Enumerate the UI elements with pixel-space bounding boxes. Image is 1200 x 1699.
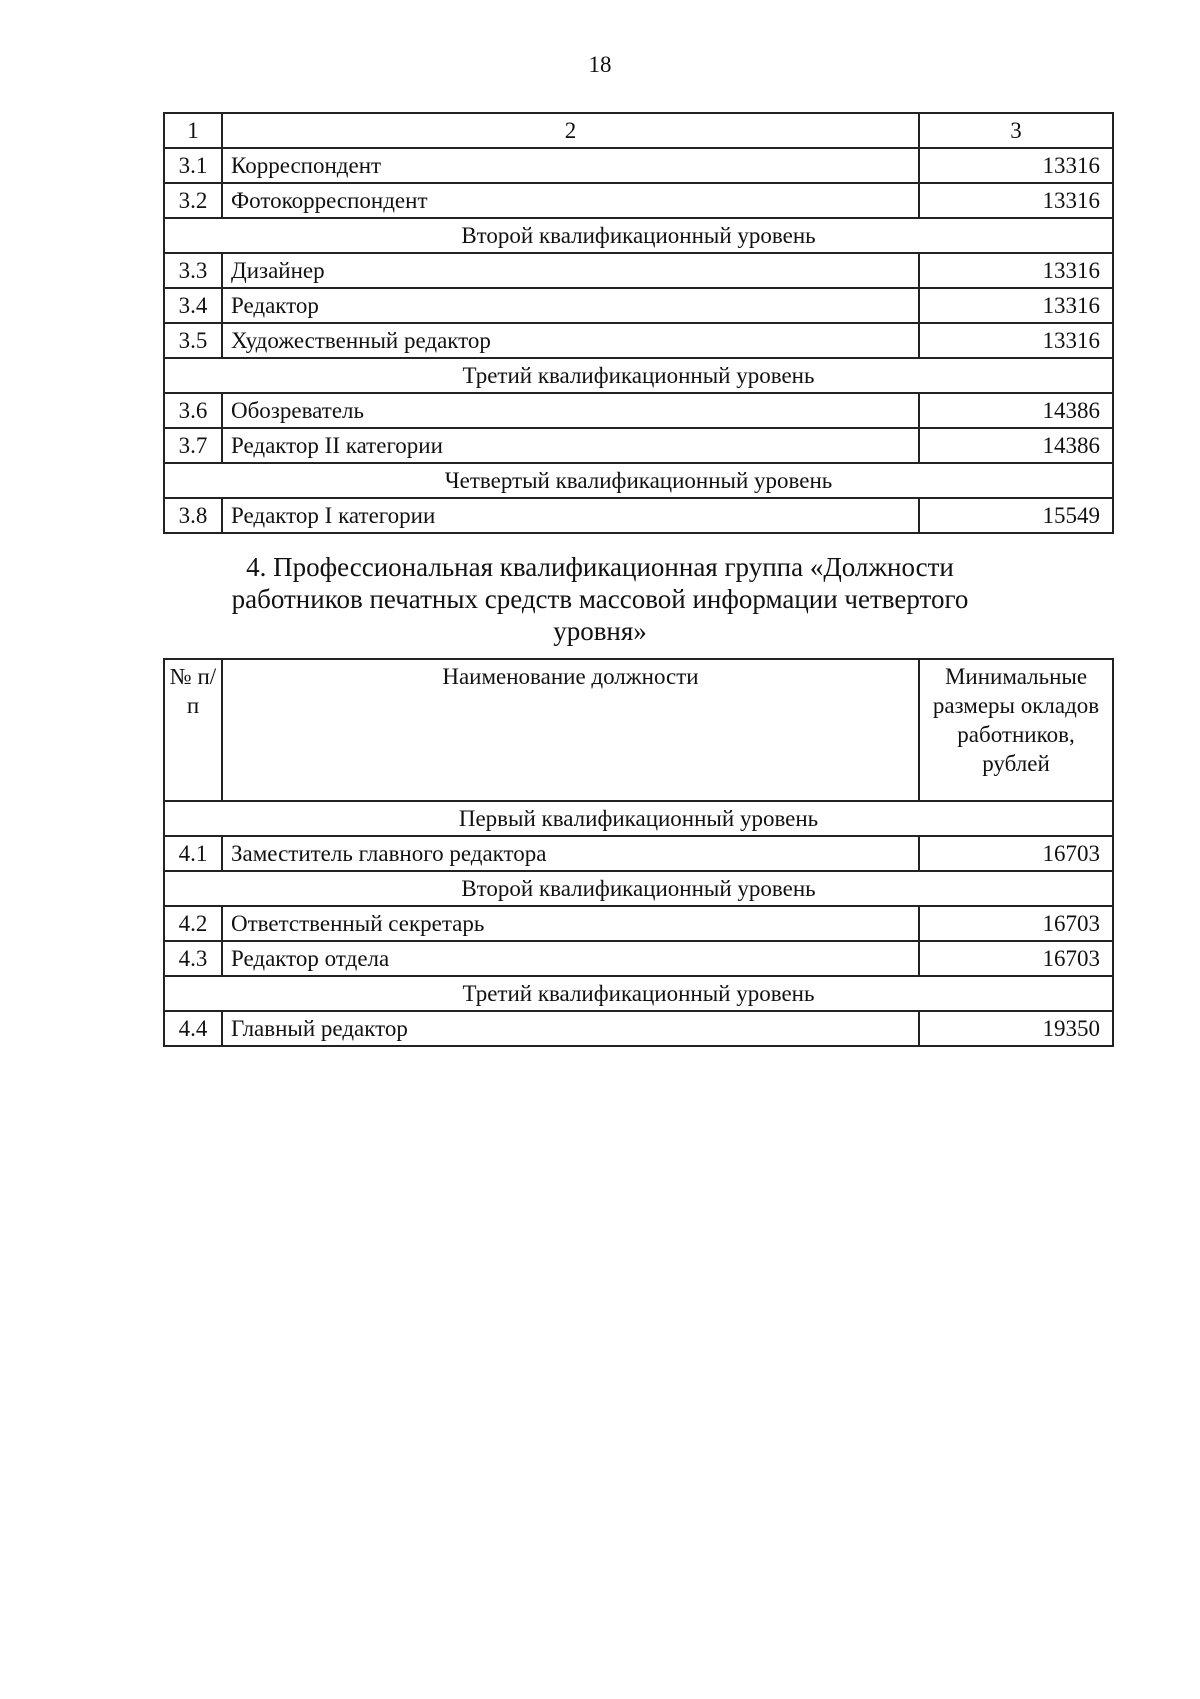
row-number: 3.3 — [164, 253, 222, 288]
qualification-level-label: Второй квалификационный уровень — [164, 218, 1113, 253]
position-name: Художественный редактор — [222, 323, 919, 358]
table-row — [164, 288, 1113, 323]
position-name: Редактор отдела — [222, 941, 919, 976]
row-number: 3.6 — [164, 393, 222, 428]
header-position-name: Наименование должности — [222, 659, 919, 801]
salary-table-group-4-body — [164, 659, 1113, 1046]
qualification-level-label: Третий квалификационный уровень — [164, 358, 1113, 393]
position-name: Корреспондент — [222, 148, 919, 183]
qualification-level-row — [164, 801, 1113, 836]
row-number: 3.7 — [164, 428, 222, 463]
position-name: Заместитель главного редактора — [222, 836, 919, 871]
salary-table-group-3 — [163, 112, 1114, 534]
salary-value: 16703 — [919, 941, 1113, 976]
table-row — [164, 323, 1113, 358]
row-number: 4.4 — [164, 1011, 222, 1046]
row-number: 3.1 — [164, 148, 222, 183]
row-number: 3.5 — [164, 323, 222, 358]
table-row — [164, 428, 1113, 463]
qualification-level-row — [164, 463, 1113, 498]
position-name: Редактор — [222, 288, 919, 323]
salary-value: 13316 — [919, 148, 1113, 183]
salary-value: 16703 — [919, 836, 1113, 871]
column-number-3: 3 — [919, 113, 1113, 148]
header-min-salary: Минимальные размеры окладов работников, рублей — [919, 659, 1113, 801]
table-row — [164, 498, 1113, 533]
table-row — [164, 941, 1113, 976]
row-number: 3.2 — [164, 183, 222, 218]
qualification-level-row — [164, 218, 1113, 253]
column-number-row — [164, 113, 1113, 148]
header-num: № п/п — [164, 659, 222, 801]
qualification-level-row — [164, 871, 1113, 906]
position-name: Обозреватель — [222, 393, 919, 428]
qualification-level-label: Второй квалификационный уровень — [164, 871, 1113, 906]
row-number: 4.3 — [164, 941, 222, 976]
column-number-2: 2 — [222, 113, 919, 148]
salary-value: 16703 — [919, 906, 1113, 941]
table-row — [164, 393, 1113, 428]
salary-value: 13316 — [919, 253, 1113, 288]
section-4-heading: 4. Профессиональная квалификационная группа «Должности работников печатных средств массовой информации четвертого уровня» — [231, 552, 969, 646]
salary-table-group-4 — [163, 658, 1114, 1047]
row-number: 3.8 — [164, 498, 222, 533]
table-row — [164, 253, 1113, 288]
row-number: 4.2 — [164, 906, 222, 941]
salary-value: 13316 — [919, 288, 1113, 323]
qualification-level-label: Первый квалификационный уровень — [164, 801, 1113, 836]
row-number: 3.4 — [164, 288, 222, 323]
position-name: Редактор I категории — [222, 498, 919, 533]
qualification-level-row — [164, 358, 1113, 393]
salary-table-group-3-body — [164, 113, 1113, 533]
row-number: 4.1 — [164, 836, 222, 871]
salary-value: 14386 — [919, 428, 1113, 463]
table-row — [164, 148, 1113, 183]
table-header-row — [164, 659, 1113, 801]
salary-value: 19350 — [919, 1011, 1113, 1046]
page-number: 18 — [588, 52, 612, 77]
salary-value: 14386 — [919, 393, 1113, 428]
qualification-level-row — [164, 976, 1113, 1011]
column-number-1: 1 — [164, 113, 222, 148]
position-name: Дизайнер — [222, 253, 919, 288]
salary-value: 13316 — [919, 183, 1113, 218]
position-name: Ответственный секретарь — [222, 906, 919, 941]
position-name: Редактор II категории — [222, 428, 919, 463]
table-row — [164, 906, 1113, 941]
table-row — [164, 183, 1113, 218]
table-row — [164, 1011, 1113, 1046]
position-name: Главный редактор — [222, 1011, 919, 1046]
salary-value: 13316 — [919, 323, 1113, 358]
qualification-level-label: Третий квалификационный уровень — [164, 976, 1113, 1011]
position-name: Фотокорреспондент — [222, 183, 919, 218]
qualification-level-label: Четвертый квалификационный уровень — [164, 463, 1113, 498]
salary-value: 15549 — [919, 498, 1113, 533]
table-row — [164, 836, 1113, 871]
